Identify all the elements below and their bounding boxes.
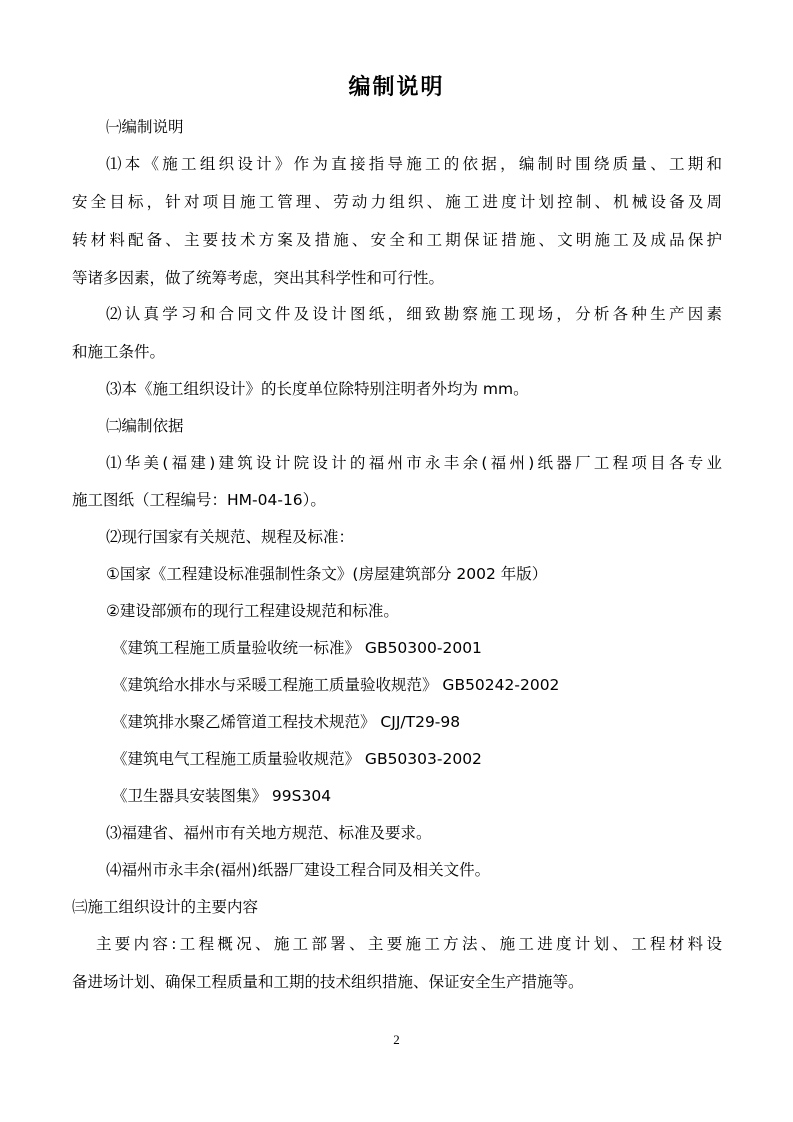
paragraph-line: ⑶福建省、福州市有关地方规范、标准及要求。 bbox=[106, 824, 432, 842]
paragraph-line: ⑷福州市永丰余(福州)纸器厂建设工程合同及相关文件。 bbox=[106, 861, 491, 879]
section-heading-3: ㈢施工组织设计的主要内容 bbox=[72, 898, 259, 916]
paragraph-line: ⑴华美(福建)建筑设计院设计的福州市永丰余(福州)纸器厂工程项目各专业 bbox=[106, 454, 722, 472]
paragraph-line: ⑵现行国家有关规范、规程及标准： bbox=[106, 528, 355, 546]
standard-item: 《建筑工程施工质量验收统一标准》 GB50300-2001 bbox=[112, 639, 482, 657]
section-heading-1: ㈠编制说明 bbox=[106, 118, 184, 136]
paragraph-line: 等诸多因素，做了统筹考虑，突出其科学性和可行性。 bbox=[72, 269, 445, 287]
paragraph-line: 和施工条件。 bbox=[72, 343, 166, 361]
standard-item: 《建筑电气工程施工质量验收规范》 GB50303-2002 bbox=[112, 750, 482, 768]
page-number: 2 bbox=[393, 1032, 400, 1047]
paragraph-line: 转材料配备、主要技术方案及措施、安全和工期保证措施、文明施工及成品保护 bbox=[72, 231, 722, 249]
list-item: ①国家《工程建设标准强制性条文》(房屋建筑部分 2002 年版） bbox=[106, 565, 548, 583]
paragraph-line: ⑵认真学习和合同文件及设计图纸，细致勘察施工现场，分析各种生产因素 bbox=[106, 305, 722, 323]
paragraph-line: 施工图纸（工程编号：HM-04-16）。 bbox=[72, 491, 326, 509]
paragraph-line: 备进场计划、确保工程质量和工期的技术组织措施、保证安全生产措施等。 bbox=[72, 973, 584, 991]
paragraph-line: 主要内容:工程概况、施工部署、主要施工方法、施工进度计划、工程材料设 bbox=[96, 935, 722, 953]
paragraph-line: ⑴本《施工组织设计》作为直接指导施工的依据，编制时围绕质量、工期和 bbox=[106, 155, 722, 173]
paragraph-line: ⑶本《施工组织设计》的长度单位除特别注明者外均为 mm。 bbox=[106, 380, 529, 398]
list-item: ②建设部颁布的现行工程建设规范和标准。 bbox=[106, 602, 399, 620]
standard-item: 《建筑给水排水与采暖工程施工质量验收规范》 GB50242-2002 bbox=[112, 676, 560, 694]
paragraph-line: 安全目标，针对项目施工管理、劳动力组织、施工进度计划控制、机械设备及周 bbox=[72, 193, 722, 211]
standard-item: 《卫生器具安装图集》 99S304 bbox=[112, 787, 332, 805]
page-title: 编制说明 bbox=[348, 75, 445, 100]
section-heading-2: ㈡编制依据 bbox=[106, 417, 184, 435]
standard-item: 《建筑排水聚乙烯管道工程技术规范》 CJJ/T29-98 bbox=[112, 713, 461, 731]
